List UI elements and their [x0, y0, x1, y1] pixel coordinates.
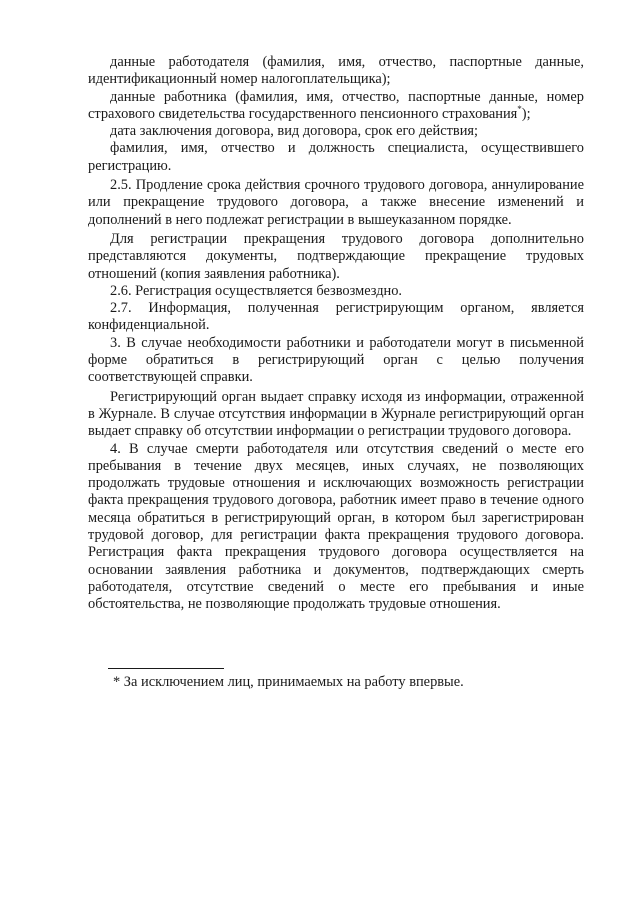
paragraph-registering-body: Регистрирующий орган выдает справку исходя из информации, отраженной в Журнале. В случае отсутствия информации в Журнале регистрирующий орган выдает справку об отсутствии информации о регистрации трудового договора.	[88, 388, 584, 440]
paragraph-2-6: 2.6. Регистрация осуществляется безвозмездно.	[110, 282, 403, 299]
paragraph-employee-data-text: данные работника (фамилия, имя, отчество, паспортные данные, номер страхового свидетельства государственного пенсионного страхования	[88, 88, 584, 122]
footnote: * За исключением лиц, принимаемых на работу впервые.	[113, 674, 464, 690]
paragraph-employee-data	[88, 89, 584, 124]
footnote-divider	[108, 668, 224, 669]
paragraph-termination-documents: Для регистрации прекращения трудового договора дополнительно представляются документы, подтверждающие прекращение трудовых отношений (копия заявления работника).	[88, 230, 584, 282]
paragraph-employer-data: данные работодателя (фамилия, имя, отчество, паспортные данные, идентификационный номер налогоплательщика);	[88, 54, 584, 88]
paragraph-2-7: 2.7. Информация, полученная регистрирующим органом, является конфиденциальной.	[88, 300, 584, 334]
paragraph-contract-date: дата заключения договора, вид договора, срок его действия;	[110, 123, 479, 140]
document-body	[88, 54, 584, 614]
paragraph-specialist: фамилия, имя, отчество и должность специалиста, осуществившего регистрацию.	[88, 140, 584, 174]
paragraph-3: 3. В случае необходимости работники и работодатели могут в письменной форме обратиться в регистрирующий орган с целью получения соответствующей справки.	[88, 334, 584, 386]
paragraph-2-5: 2.5. Продление срока действия срочного трудового договора, аннулирование или прекращение трудового договора, а также внесение изменений и дополнений в него подлежат регистрации в вышеуказанном порядке.	[88, 177, 584, 228]
paragraph-employee-data-tail: );	[521, 105, 531, 122]
paragraph-4: 4. В случае смерти работодателя или отсутствия сведений о месте его пребывания в течение двух месяцев, иных случаях, не позволяющих продолжать трудовые отношения и исключающих возможность регистрации факта прекращения трудового договора, работник имеет право в течение одного месяца обратиться в регистрирующий орган, в котором был зарегистрирован трудовой договор, для регистрации факта прекращения трудового договора. Регистрация факта прекращения трудового договора осуществляется на основании заявления работника и документов, подтверждающих смерть работодателя, отсутствие сведений о месте его пребывания и иные обстоятельства, не позволяющие продолжать трудовые отношения.	[88, 440, 584, 613]
footnote-reference: *	[517, 104, 522, 115]
